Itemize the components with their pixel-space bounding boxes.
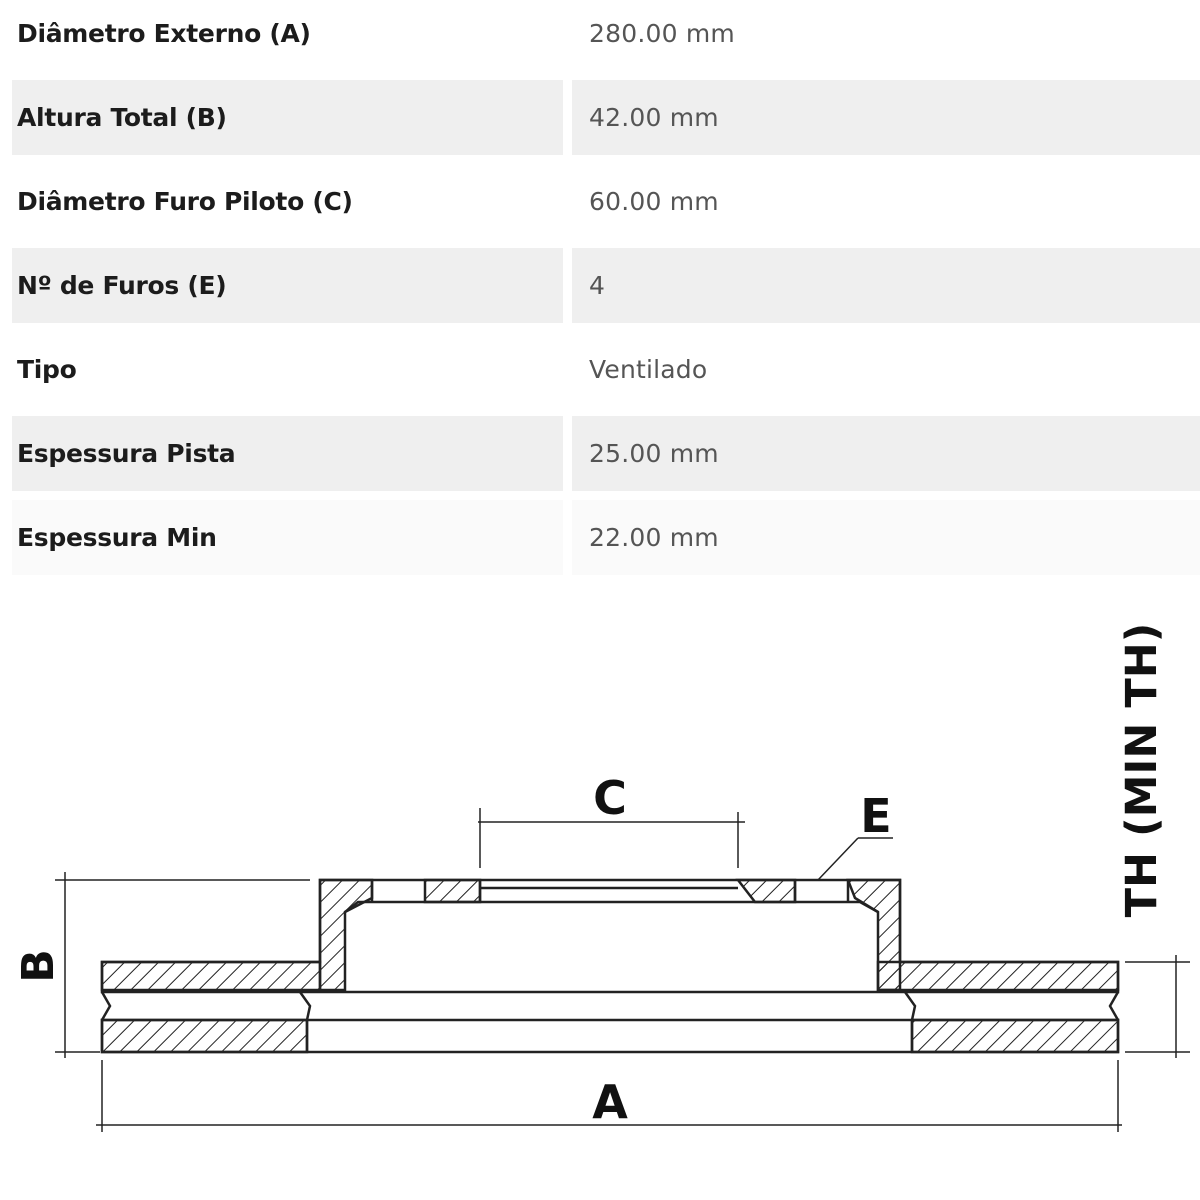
spec-value: 25.00 mm [572, 416, 1200, 491]
spec-row-type [12, 332, 1200, 407]
spec-value: 280.00 mm [572, 0, 1200, 71]
spec-row-outer-diameter [12, 0, 1200, 71]
spec-row-pilot-hole-diameter [12, 164, 1200, 239]
spec-label: Espessura Min [12, 500, 563, 575]
dimension-label-th: TH (MIN TH) [1117, 622, 1167, 918]
brake-disc-cross-section-diagram [0, 580, 1200, 1200]
spec-label: Nº de Furos (E) [12, 248, 563, 323]
spec-label: Altura Total (B) [12, 80, 563, 155]
spec-value: Ventilado [572, 332, 1200, 407]
spec-row-min-thickness [12, 500, 1200, 575]
spec-label: Diâmetro Externo (A) [12, 0, 563, 71]
spec-label: Tipo [12, 332, 563, 407]
spec-value: 60.00 mm [572, 164, 1200, 239]
specifications-table [12, 0, 1200, 584]
dimension-label-b: B [13, 949, 64, 983]
dimension-label-c: C [593, 771, 627, 825]
spec-value: 42.00 mm [572, 80, 1200, 155]
dimension-label-e: E [860, 789, 892, 843]
spec-row-total-height [12, 80, 1200, 155]
disc-body [102, 880, 1118, 1052]
spec-row-track-thickness [12, 416, 1200, 491]
spec-label: Diâmetro Furo Piloto (C) [12, 164, 563, 239]
spec-row-hole-count [12, 248, 1200, 323]
spec-value: 22.00 mm [572, 500, 1200, 575]
dimension-label-a: A [592, 1075, 628, 1129]
spec-value: 4 [572, 248, 1200, 323]
spec-label: Espessura Pista [12, 416, 563, 491]
